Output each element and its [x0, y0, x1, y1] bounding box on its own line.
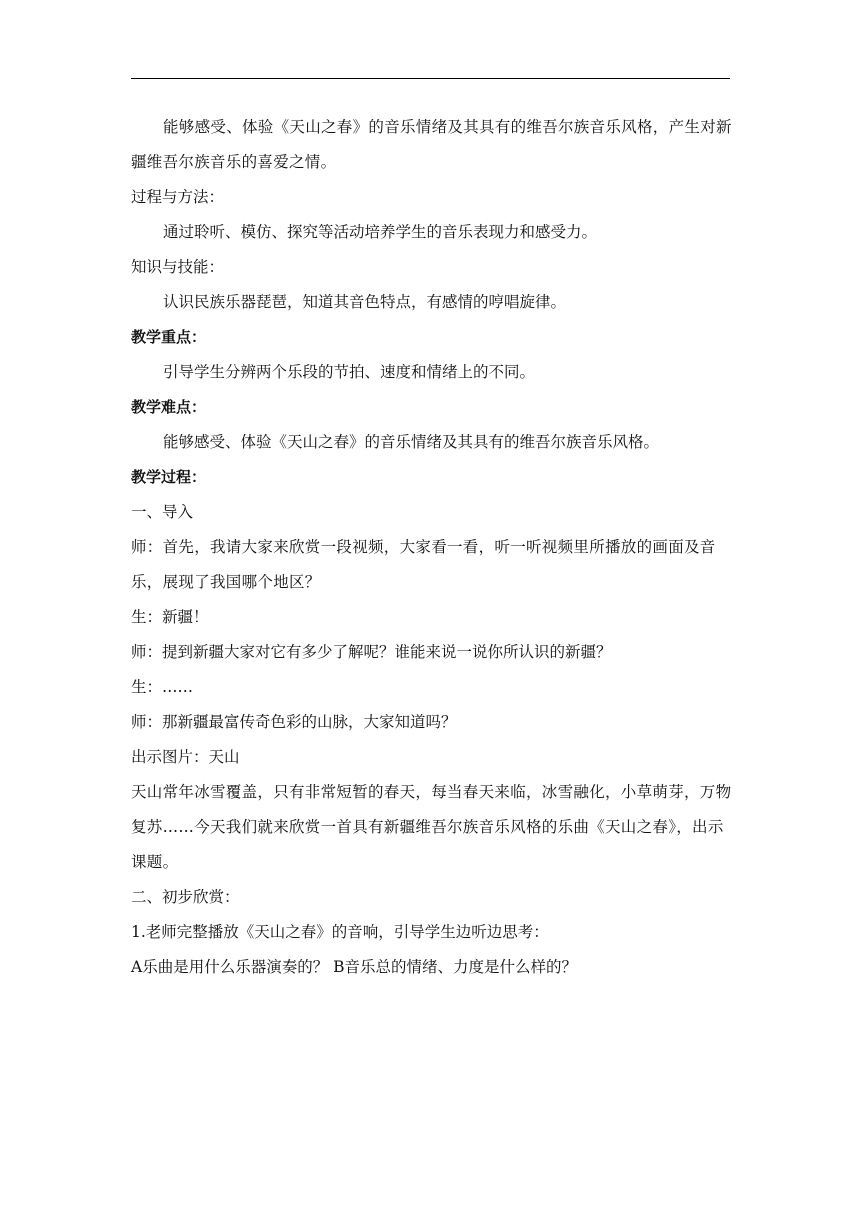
- paragraph: 引导学生分辨两个乐段的节拍、速度和情绪上的不同。: [163, 363, 536, 381]
- paragraph: 能够感受、体验《天山之春》的音乐情绪及其具有的维吾尔族音乐风格，产生对新疆维吾尔族音乐的喜爱之情。: [131, 118, 732, 171]
- paragraph: 一、导入: [131, 503, 194, 521]
- paragraph: 能够感受、体验《天山之春》的音乐情绪及其具有的维吾尔族音乐风格。: [163, 433, 660, 451]
- section-heading: 教学过程：: [131, 468, 207, 486]
- paragraph: 过程与方法：: [131, 188, 225, 206]
- paragraph: 师：那新疆最富传奇色彩的山脉，大家知道吗？: [131, 713, 457, 731]
- paragraph: 通过聆听、模仿、探究等活动培养学生的音乐表现力和感受力。: [163, 223, 598, 241]
- paragraph: 1.老师完整播放《天山之春》的音响，引导学生边听边思考：: [131, 923, 549, 941]
- paragraph: 生：新疆！: [131, 608, 209, 626]
- paragraph: 师：首先，我请大家来欣赏一段视频，大家看一看，听一听视频里所播放的画面及音乐，展现了我国哪个地区？: [131, 538, 716, 591]
- paragraph: 认识民族乐器琵琶，知道其音色特点，有感情的哼唱旋律。: [163, 293, 567, 311]
- header-rule: [131, 78, 730, 79]
- paragraph: 生：……: [131, 678, 194, 696]
- paragraph: A乐曲是用什么乐器演奏的？ B音乐总的情绪、力度是什么样的？: [131, 958, 578, 976]
- section-heading: 教学重点：: [131, 328, 207, 346]
- paragraph: 出示图片：天山: [131, 748, 240, 766]
- paragraph: 知识与技能：: [131, 258, 225, 276]
- paragraph: 二、初步欣赏：: [131, 888, 240, 906]
- document-body: [131, 110, 734, 985]
- paragraph: 师：提到新疆大家对它有多少了解呢？谁能来说一说你所认识的新疆？: [131, 643, 612, 661]
- section-heading: 教学难点：: [131, 398, 207, 416]
- paragraph: 天山常年冰雪覆盖，只有非常短暂的春天，每当春天来临，冰雪融化，小草萌芽，万物复苏……今天我们就来欣赏一首具有新疆维吾尔族音乐风格的乐曲《天山之春》，出示课题。: [131, 783, 732, 871]
